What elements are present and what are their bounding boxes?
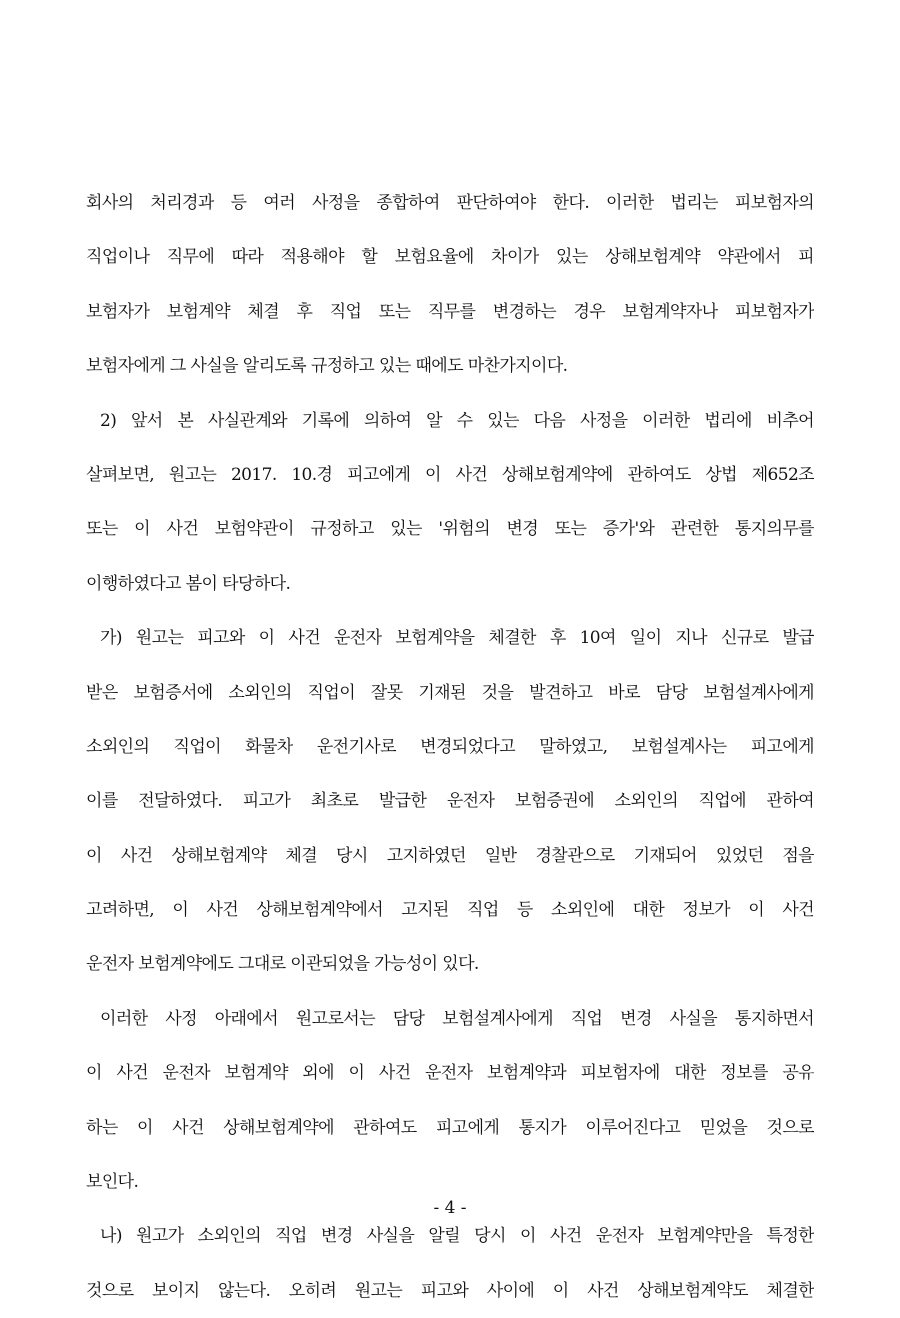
body-line: 이행하였다고 봄이 타당하다.: [86, 573, 291, 594]
body-line: 이 사건 상해보험계약 체결 당시 고지하였던 일반 경찰관으로 기재되어 있었던 점을: [86, 845, 814, 866]
page-number: - 4 -: [433, 1198, 467, 1218]
body-line: 받은 보험증서에 소외인의 직업이 잘못 기재된 것을 발견하고 바로 담당 보험설계사에게: [86, 682, 814, 703]
body-line: 보험자에게 그 사실을 알리도록 규정하고 있는 때에도 마찬가지이다.: [86, 356, 568, 377]
body-line: 하는 이 사건 상해보험계약에 관하여도 피고에게 통지가 이루어진다고 믿었을 것으로: [86, 1117, 814, 1138]
document-body: [86, 176, 814, 1318]
body-line: 소외인의 직업이 화물차 운전기사로 변경되었다고 말하였고, 보험설계사는 피고에게: [86, 736, 814, 757]
body-line: 이러한 사정 아래에서 원고로서는 담당 보험설계사에게 직업 변경 사실을 통지하면서: [100, 1008, 814, 1029]
body-line: 것으로 보이지 않는다. 오히려 원고는 피고와 사이에 이 사건 상해보험계약도 체결한: [86, 1280, 814, 1301]
body-line: 2) 앞서 본 사실관계와 기록에 의하여 알 수 있는 다음 사정을 이러한 법리에 비추어: [100, 410, 814, 431]
body-line: 보험자가 보험계약 체결 후 직업 또는 직무를 변경하는 경우 보험계약자나 피보험자가: [86, 301, 814, 322]
body-line: 이 사건 운전자 보험계약 외에 이 사건 운전자 보험계약과 피보험자에 대한 정보를 공유: [86, 1063, 814, 1084]
body-line: 회사의 처리경과 등 여러 사정을 종합하여 판단하여야 한다. 이러한 법리는 피보험자의: [86, 193, 814, 213]
body-line: 또는 이 사건 보험약관이 규정하고 있는 '위험의 변경 또는 증가'와 관련한 통지의무를: [86, 519, 814, 540]
body-line: 운전자 보험계약에도 그대로 이관되었을 가능성이 있다.: [86, 954, 479, 975]
body-line: 살펴보면, 원고는 2017. 10.경 피고에게 이 사건 상해보험계약에 관하여도 상법 제652조: [86, 464, 814, 485]
body-line: 보인다.: [86, 1172, 139, 1193]
body-line: 가) 원고는 피고와 이 사건 운전자 보험계약을 체결한 후 10여 일이 지나 신규로 발급: [100, 628, 814, 649]
body-line: 나) 원고가 소외인의 직업 변경 사실을 알릴 당시 이 사건 운전자 보험계약만을 특정한: [100, 1226, 814, 1247]
body-line: 이를 전달하였다. 피고가 최초로 발급한 운전자 보험증권에 소외인의 직업에 관하여: [86, 791, 814, 812]
body-line: 고려하면, 이 사건 상해보험계약에서 고지된 직업 등 소외인에 대한 정보가 이 사건: [86, 900, 814, 921]
body-line: 직업이나 직무에 따라 적용해야 할 보험요율에 차이가 있는 상해보험계약 약관에서 피: [86, 247, 814, 268]
